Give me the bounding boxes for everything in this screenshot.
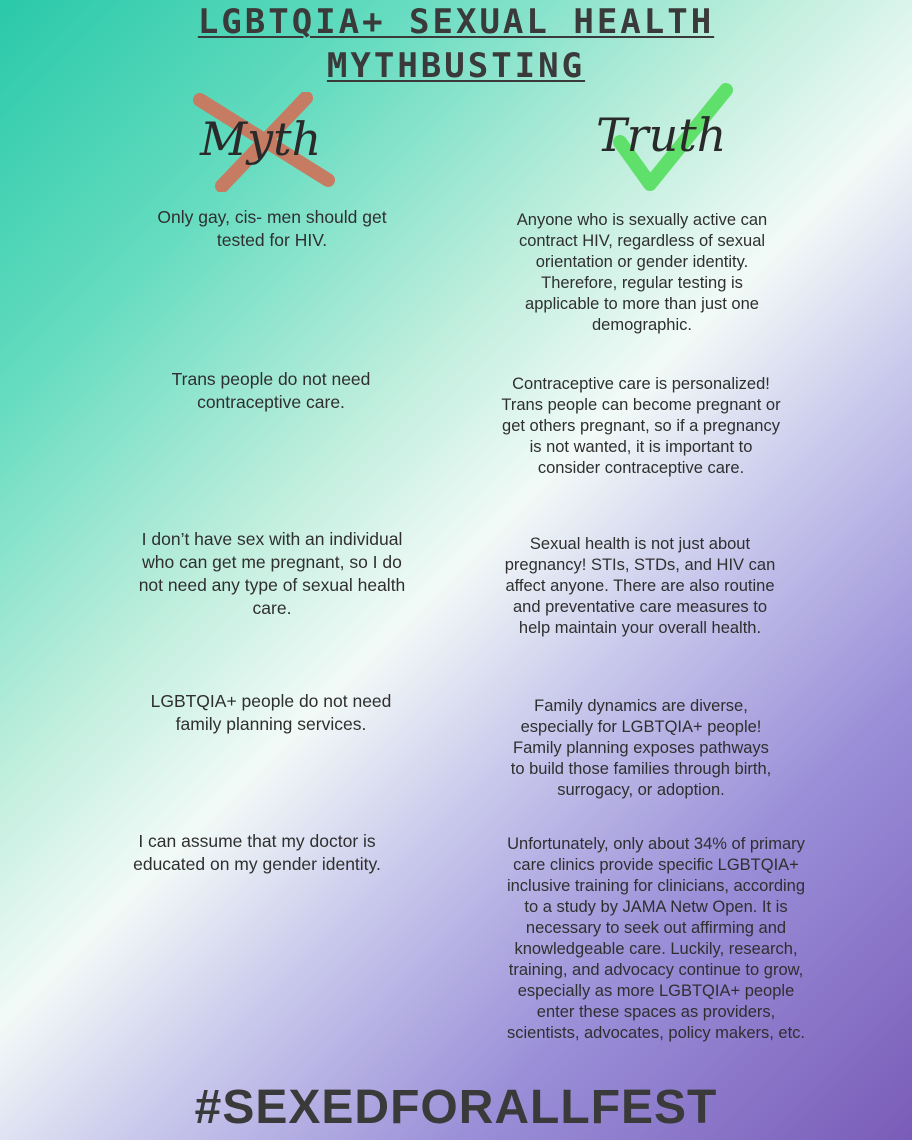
- truth-text-4: Family dynamics are diverse, especially for LGBTQIA+ people! Family planning exposes pathways to build those families through birth, surrogacy, or adoption.: [510, 697, 772, 799]
- page-title: [0, 0, 912, 88]
- truth-text-5: Unfortunately, only about 34% of primary care clinics provide specific LGBTQIA+ inclusive training for clinicians, according to a study by JAMA Netw Open. It is necessary to seek out affirming and knowledgeable care. Luckily, research, training, and advocacy continue to grow, especially as more LGBTQIA+ people enter these spaces as providers, scientists, advocates, policy makers, etc.: [506, 835, 806, 1042]
- myth-text-2: Trans people do not need contraceptive care.: [171, 369, 371, 412]
- truth-text-2: Contraceptive care is personalized! Trans people can become pregnant or get others pregnant, so if a pregnancy is not wanted, it is important to consider contraceptive care.: [501, 375, 781, 477]
- myth-text-4: LGBTQIA+ people do not need family planning services.: [150, 691, 392, 734]
- truth-text-3: Sexual health is not just about pregnancy! STIs, STDs, and HIV can affect anyone. There are also routine and preventative care measures to help maintain your overall health.: [504, 535, 776, 637]
- title-line-1: LGBTQIA+ SEXUAL HEALTH: [197, 2, 715, 42]
- myth-header: Myth: [200, 112, 322, 166]
- truth-text-1: Anyone who is sexually active can contract HIV, regardless of sexual orientation or gender identity. Therefore, regular testing is applicable to more than just one demographic.: [516, 211, 768, 334]
- myth-text-3: I don’t have sex with an individual who can get me pregnant, so I do not need any type of sexual health care.: [138, 529, 406, 618]
- myth-text-1: Only gay, cis- men should get tested for HIV.: [157, 207, 387, 250]
- title-line-2: MYTHBUSTING: [326, 46, 586, 86]
- truth-header: Truth: [596, 108, 727, 162]
- hashtag-footer: #SEXEDFORALLFEST: [194, 1081, 718, 1134]
- myth-text-5: I can assume that my doctor is educated on my gender identity.: [133, 831, 381, 874]
